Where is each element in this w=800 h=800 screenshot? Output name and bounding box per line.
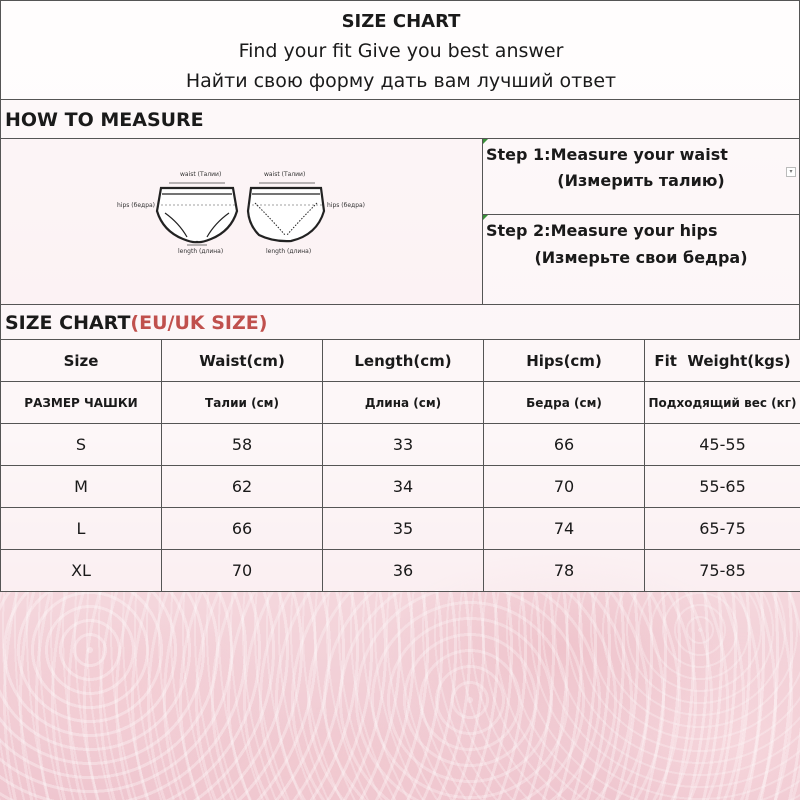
step-2-panel (482, 214, 800, 305)
header-cell: Size (1, 340, 162, 382)
size-table (0, 339, 800, 592)
briefs-diagram (1, 139, 482, 304)
front-waist-label: waist (Талии) (180, 171, 222, 178)
cell-comment-marker-icon (483, 139, 488, 144)
table-cell: 70 (484, 466, 645, 508)
size-chart-bar (0, 304, 800, 340)
subtitle-english: Find your fit Give you best answer (238, 40, 564, 62)
front-hips-label: hips (бедра) (117, 202, 156, 209)
briefs-front-icon (157, 183, 237, 245)
subtitle-russian: Найти свою форму дать вам лучший ответ (185, 70, 617, 92)
step-1-russian: (Измерить талию) (557, 171, 725, 190)
table-cell: 45-55 (645, 424, 800, 466)
table-cell: 58 (162, 424, 323, 466)
header-cell: Hips(cm) (484, 340, 645, 382)
how-to-measure-bar (0, 99, 800, 139)
table-cell: 34 (323, 466, 484, 508)
header-cell: Fit Weight(kgs) (645, 340, 800, 382)
table-cell: 66 (162, 508, 323, 550)
step-1-english: Step 1:Measure your waist (486, 145, 728, 164)
briefs-back-icon (248, 183, 324, 241)
table-cell: 75-85 (645, 550, 800, 592)
table-row (1, 466, 800, 508)
header-cell: Бедра (см) (484, 382, 645, 424)
table-cell: 65-75 (645, 508, 800, 550)
table-row (1, 550, 800, 592)
table-cell: 33 (323, 424, 484, 466)
header-cell: Длина (см) (323, 382, 484, 424)
measurement-diagram-panel (0, 138, 483, 305)
step-2-english: Step 2:Measure your hips (486, 221, 718, 240)
table-cell: XL (1, 550, 162, 592)
table-cell: S (1, 424, 162, 466)
header-cell: Талии (см) (162, 382, 323, 424)
page-title: SIZE CHART (341, 11, 461, 32)
dropdown-arrow-icon[interactable]: ▾ (786, 167, 796, 177)
header-panel (0, 0, 800, 100)
table-cell: 78 (484, 550, 645, 592)
how-to-measure-heading: HOW TO MEASURE (5, 109, 204, 131)
table-row (1, 424, 800, 466)
header-cell: Waist(cm) (162, 340, 323, 382)
table-header-row-english (1, 340, 800, 382)
table-cell: 55-65 (645, 466, 800, 508)
table-cell: M (1, 466, 162, 508)
size-chart-heading-text: SIZE CHART (5, 312, 131, 334)
back-length-label: length (длина) (266, 248, 312, 255)
header-cell: Подходящий вес (кг) (645, 382, 800, 424)
step-1-panel (482, 138, 800, 215)
header-cell: РАЗМЕР ЧАШКИ (1, 382, 162, 424)
table-cell: 35 (323, 508, 484, 550)
back-waist-label: waist (Талии) (264, 171, 306, 178)
table-header-row-russian (1, 382, 800, 424)
table-cell: 70 (162, 550, 323, 592)
front-length-label: length (длина) (178, 248, 224, 255)
table-cell: 36 (323, 550, 484, 592)
step-2-russian: (Измерьте свои бедра) (534, 248, 748, 267)
header-cell: Length(cm) (323, 340, 484, 382)
table-cell: 66 (484, 424, 645, 466)
back-hips-label: hips (бедра) (327, 202, 366, 209)
lace-background (0, 590, 800, 800)
table-cell: 62 (162, 466, 323, 508)
table-row (1, 508, 800, 550)
cell-comment-marker-icon (483, 215, 488, 220)
size-chart-heading (5, 312, 267, 334)
table-cell: 74 (484, 508, 645, 550)
size-chart-region: (EU/UK SIZE) (130, 312, 268, 334)
table-cell: L (1, 508, 162, 550)
